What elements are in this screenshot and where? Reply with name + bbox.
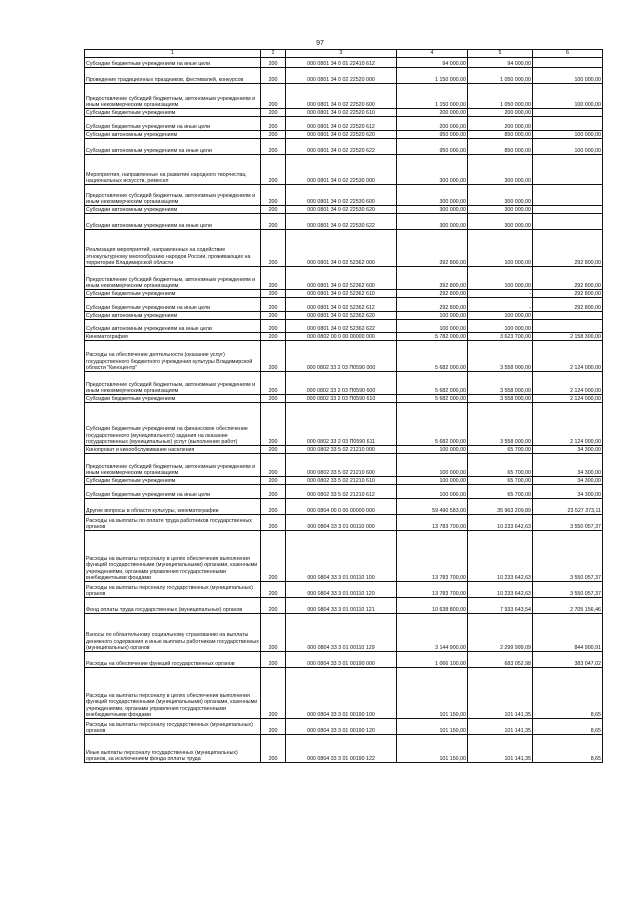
table-row	[85, 155, 603, 185]
row-value-4-cell: 10 638 800,00	[397, 598, 468, 614]
row-value-4-cell: 1 066 100,00	[397, 652, 468, 668]
row-grbs-cell: 200	[261, 320, 286, 333]
budget-table	[84, 49, 603, 763]
row-value-4-cell: 300 000,00	[397, 155, 468, 185]
row-value-5-cell: 100 000,00	[468, 267, 533, 290]
row-name-cell: Субсидии бюджетным учреждениям на иные цели	[85, 485, 261, 499]
row-grbs-cell: 200	[261, 531, 286, 582]
row-name-cell: Субсидии бюджетным учреждениям	[85, 395, 261, 403]
row-name-cell: Расходы на обеспечение деятельности (оказание услуг) государственного бюджетного учреждения культуры Владимирской области "Киноцентр"	[85, 341, 261, 372]
row-grbs-cell: 200	[261, 68, 286, 84]
row-name-cell: Проведение традиционных праздников, фестивалей, конкурсов	[85, 68, 261, 84]
row-name-cell: Субсидии автономным учреждениям на иные цели	[85, 320, 261, 333]
table-row	[85, 668, 603, 719]
row-value-5-cell: 10 233 642,63	[468, 582, 533, 598]
row-value-5-cell: 1 050 000,00	[468, 84, 533, 109]
table-row	[85, 395, 603, 403]
table-row	[85, 582, 603, 598]
row-value-6-cell: 2 124 000,00	[533, 341, 603, 372]
row-value-5-cell: 850 000,00	[468, 131, 533, 139]
row-value-5-cell: 65 700,00	[468, 454, 533, 477]
row-grbs-cell: 200	[261, 117, 286, 131]
table-row	[85, 598, 603, 614]
row-grbs-cell: 200	[261, 312, 286, 320]
row-value-5-cell: 10 233 642,63	[468, 531, 533, 582]
row-code-cell: 000 0804 33 3 01 00110 121	[286, 598, 397, 614]
row-value-5-cell: 100 000,00	[468, 320, 533, 333]
header-cell: 5	[468, 50, 533, 58]
row-grbs-cell: 200	[261, 131, 286, 139]
row-value-6-cell: 292 800,00	[533, 298, 603, 312]
row-value-6-cell: 2 124 000,00	[533, 372, 603, 395]
row-code-cell: 000 0801 34 0 02 22520 610	[286, 109, 397, 117]
row-value-6-cell	[533, 312, 603, 320]
header-cell: 1	[85, 50, 261, 58]
row-code-cell: 000 0801 34 0 02 22520 612	[286, 117, 397, 131]
table-row	[85, 614, 603, 652]
table-row	[85, 117, 603, 131]
row-grbs-cell: 200	[261, 477, 286, 485]
row-value-5-cell: 100 000,00	[468, 312, 533, 320]
row-name-cell: Расходы на обеспечение функций государственных органов	[85, 652, 261, 668]
row-value-5-cell: 2 299 999,09	[468, 614, 533, 652]
row-code-cell: 000 0804 33 3 01 00190 100	[286, 668, 397, 719]
row-name-cell: Субсидии автономным учреждениям	[85, 131, 261, 139]
row-value-4-cell: 200 000,00	[397, 109, 468, 117]
row-value-5-cell: 7 933 643,54	[468, 598, 533, 614]
row-grbs-cell: 200	[261, 446, 286, 454]
row-value-6-cell: 3 550 057,37	[533, 582, 603, 598]
row-value-4-cell: 100 000,00	[397, 312, 468, 320]
row-value-6-cell: 34 300,00	[533, 485, 603, 499]
header-cell: 6	[533, 50, 603, 58]
row-value-4-cell: 59 490 583,00	[397, 499, 468, 515]
row-value-6-cell: 383 047,02	[533, 652, 603, 668]
row-grbs-cell: 200	[261, 155, 286, 185]
row-value-4-cell: 94 000,00	[397, 58, 468, 68]
row-name-cell: Субсидии автономным учреждениям на иные цели	[85, 214, 261, 230]
row-code-cell: 000 0802 00 0 00 00000 000	[286, 333, 397, 341]
row-value-4-cell: 101 150,00	[397, 719, 468, 735]
header-cell: 2	[261, 50, 286, 58]
row-value-5-cell: 65 700,00	[468, 477, 533, 485]
table-row	[85, 214, 603, 230]
row-name-cell: Субсидии бюджетным учреждениям	[85, 290, 261, 298]
table-row	[85, 68, 603, 84]
table-row	[85, 109, 603, 117]
row-value-4-cell: 950 000,00	[397, 131, 468, 139]
page-number: 97	[316, 40, 324, 47]
row-value-5-cell: 300 000,00	[468, 185, 533, 206]
row-grbs-cell: 200	[261, 735, 286, 763]
table-row	[85, 320, 603, 333]
row-grbs-cell: 200	[261, 372, 286, 395]
table-row	[85, 230, 603, 267]
row-value-6-cell: 8,65	[533, 735, 603, 763]
table-row	[85, 403, 603, 446]
row-value-5-cell: 3 558 000,00	[468, 341, 533, 372]
row-name-cell: Предоставление субсидий бюджетным, автономным учреждениям и иным некоммерческим организациям	[85, 372, 261, 395]
row-name-cell: Субсидии автономным учреждениям на иные цели	[85, 139, 261, 155]
row-code-cell: 000 0801 34 0 02 52362 620	[286, 312, 397, 320]
row-value-6-cell	[533, 214, 603, 230]
row-grbs-cell: 200	[261, 454, 286, 477]
row-value-4-cell: 300 000,00	[397, 214, 468, 230]
row-value-5-cell: 101 141,35	[468, 668, 533, 719]
row-code-cell: 000 0802 33 5 02 21210 612	[286, 485, 397, 499]
row-value-4-cell: 13 783 700,00	[397, 531, 468, 582]
table-row	[85, 485, 603, 499]
row-code-cell: 000 0801 34 0 02 22520 622	[286, 139, 397, 155]
row-value-6-cell	[533, 155, 603, 185]
row-value-5-cell: 3 558 000,00	[468, 372, 533, 395]
row-value-4-cell: 200 000,00	[397, 117, 468, 131]
row-name-cell: Фонд оплаты труда государственных (муниципальных) органов	[85, 598, 261, 614]
row-name-cell: Субсидии бюджетным учреждениям на иные цели	[85, 298, 261, 312]
header-cell: 4	[397, 50, 468, 58]
row-value-6-cell	[533, 117, 603, 131]
row-value-5-cell: 300 000,00	[468, 155, 533, 185]
header-cell: 3	[286, 50, 397, 58]
row-value-6-cell: 844 900,91	[533, 614, 603, 652]
row-value-4-cell: 1 150 000,00	[397, 68, 468, 84]
row-value-6-cell	[533, 109, 603, 117]
row-name-cell: Расходы на выплаты по оплате труда работников государственных органов	[85, 515, 261, 531]
row-code-cell: 000 0801 34 0 02 22530 620	[286, 206, 397, 214]
row-value-4-cell: 101 150,00	[397, 735, 468, 763]
row-grbs-cell: 200	[261, 515, 286, 531]
row-code-cell: 000 0804 33 3 01 00110 000	[286, 515, 397, 531]
row-value-4-cell: 1 150 000,00	[397, 84, 468, 109]
table-row	[85, 131, 603, 139]
table-row	[85, 333, 603, 341]
row-code-cell: 000 0801 34 0 02 52362 622	[286, 320, 397, 333]
row-code-cell: 000 0801 34 0 02 52362 610	[286, 290, 397, 298]
row-code-cell: 000 0801 34 0 02 52362 600	[286, 267, 397, 290]
row-grbs-cell: 200	[261, 230, 286, 267]
row-code-cell: 000 0804 33 3 01 00110 120	[286, 582, 397, 598]
table-row	[85, 735, 603, 763]
row-code-cell: 000 0802 33 5 02 21210 610	[286, 477, 397, 485]
table-row	[85, 454, 603, 477]
row-value-4-cell: 5 682 000,00	[397, 395, 468, 403]
row-name-cell: Субсидии бюджетным учреждениям на иные цели	[85, 58, 261, 68]
row-value-5-cell: 300 000,00	[468, 214, 533, 230]
row-value-4-cell: 5 682 000,00	[397, 372, 468, 395]
row-code-cell: 000 0801 34 0 02 22530 622	[286, 214, 397, 230]
row-grbs-cell: 200	[261, 298, 286, 312]
row-value-6-cell: 3 550 057,37	[533, 515, 603, 531]
row-value-4-cell: 5 682 000,00	[397, 403, 468, 446]
row-grbs-cell: 200	[261, 582, 286, 598]
row-grbs-cell: 200	[261, 668, 286, 719]
row-grbs-cell: 200	[261, 333, 286, 341]
row-code-cell: 000 0802 33 5 02 21210 000	[286, 446, 397, 454]
row-value-5-cell: 1 050 000,00	[468, 68, 533, 84]
row-value-6-cell: 100 000,00	[533, 68, 603, 84]
row-grbs-cell: 200	[261, 267, 286, 290]
row-value-4-cell: 292 800,00	[397, 298, 468, 312]
table-row	[85, 515, 603, 531]
row-code-cell: 000 0802 33 2 03 П0590 610	[286, 395, 397, 403]
row-grbs-cell: 200	[261, 139, 286, 155]
row-code-cell: 000 0801 34 0 02 22530 600	[286, 185, 397, 206]
row-grbs-cell: 200	[261, 598, 286, 614]
row-value-6-cell: 100 000,00	[533, 84, 603, 109]
row-grbs-cell: 200	[261, 499, 286, 515]
row-code-cell: 000 0801 34 0 02 22520 000	[286, 68, 397, 84]
row-code-cell: 000 0804 00 0 00 00000 000	[286, 499, 397, 515]
row-value-4-cell: 101 150,00	[397, 668, 468, 719]
row-value-6-cell: 100 000,00	[533, 139, 603, 155]
table-row	[85, 267, 603, 290]
row-code-cell: 000 0804 33 3 01 00190 120	[286, 719, 397, 735]
table-row	[85, 298, 603, 312]
row-value-6-cell: 3 550 057,37	[533, 531, 603, 582]
row-value-5-cell: -	[468, 290, 533, 298]
table-row	[85, 312, 603, 320]
row-grbs-cell: 200	[261, 109, 286, 117]
row-value-6-cell: 100 000,00	[533, 131, 603, 139]
row-value-5-cell: 101 141,35	[468, 719, 533, 735]
row-value-6-cell	[533, 206, 603, 214]
table-row	[85, 341, 603, 372]
row-code-cell: 000 0804 33 3 01 00110 100	[286, 531, 397, 582]
row-value-5-cell: 101 141,35	[468, 735, 533, 763]
row-grbs-cell: 200	[261, 290, 286, 298]
row-value-5-cell: 94 000,00	[468, 58, 533, 68]
table-row	[85, 499, 603, 515]
row-grbs-cell: 200	[261, 652, 286, 668]
table-row	[85, 372, 603, 395]
row-grbs-cell: 200	[261, 185, 286, 206]
table-row	[85, 531, 603, 582]
row-code-cell: 000 0801 34 0 02 22520 620	[286, 131, 397, 139]
row-code-cell: 000 0802 33 2 03 П0590 600	[286, 372, 397, 395]
row-value-4-cell: 100 000,00	[397, 477, 468, 485]
row-name-cell: Мероприятия, направленные на развитие народного творчества, национальных искусств, ремесел	[85, 155, 261, 185]
row-code-cell: 000 0804 33 3 01 00190 000	[286, 652, 397, 668]
row-value-4-cell: 300 000,00	[397, 206, 468, 214]
row-value-4-cell: 392 800,00	[397, 267, 468, 290]
row-value-4-cell: 950 000,00	[397, 139, 468, 155]
row-value-6-cell	[533, 320, 603, 333]
row-code-cell: 000 0804 33 3 01 00190 122	[286, 735, 397, 763]
row-value-4-cell: 5 682 000,00	[397, 341, 468, 372]
row-grbs-cell: 200	[261, 58, 286, 68]
table-row	[85, 719, 603, 735]
row-value-4-cell: 100 000,00	[397, 485, 468, 499]
row-name-cell: Предоставление субсидий бюджетным, автономным учреждениям и иным некоммерческим организациям	[85, 84, 261, 109]
table-row	[85, 185, 603, 206]
row-value-6-cell	[533, 185, 603, 206]
row-code-cell: 000 0802 33 2 03 П0590 000	[286, 341, 397, 372]
row-name-cell: Предоставление субсидий бюджетным, автономным учреждениям и иным некоммерческим организациям	[85, 454, 261, 477]
row-name-cell: Расходы на выплаты персоналу в целях обеспечения выполнения функций государственными (муниципальными) органами, казенными учреждениями, органами управления государственными внебюджетными фондами	[85, 531, 261, 582]
row-value-5-cell: 65 700,00	[468, 485, 533, 499]
row-value-5-cell: 200 000,00	[468, 109, 533, 117]
row-name-cell: Расходы на выплаты персоналу в целях обеспечения выполнения функций государственными (муниципальными) органами, казенными учреждениями, органами управления государственными внебюджетными фондами	[85, 668, 261, 719]
row-value-5-cell: 850 000,00	[468, 139, 533, 155]
row-name-cell: Субсидии бюджетным учреждениям	[85, 109, 261, 117]
row-value-5-cell: 100 000,00	[468, 230, 533, 267]
row-grbs-cell: 200	[261, 395, 286, 403]
table-row	[85, 139, 603, 155]
row-value-4-cell: 5 782 000,00	[397, 333, 468, 341]
row-value-6-cell: 292 800,00	[533, 267, 603, 290]
row-name-cell: Субсидии бюджетным учреждениям на финансовое обеспечение государственного (муниципального) задания на оказание государственных (муниципальных) услуг (выполнение работ)	[85, 403, 261, 446]
row-value-6-cell: 2 124 000,00	[533, 395, 603, 403]
row-value-4-cell: 292 800,00	[397, 290, 468, 298]
row-value-6-cell: 34 300,00	[533, 477, 603, 485]
row-code-cell: 000 0801 34 0 02 22530 000	[286, 155, 397, 185]
row-value-6-cell: 8,65	[533, 668, 603, 719]
row-value-6-cell: 2 705 156,46	[533, 598, 603, 614]
row-name-cell: Кинематография	[85, 333, 261, 341]
row-name-cell: Кинопрокат и кинообслуживание населения	[85, 446, 261, 454]
row-value-4-cell: 100 000,00	[397, 454, 468, 477]
row-value-6-cell: 2 158 300,00	[533, 333, 603, 341]
row-code-cell: 000 0801 34 0 02 52362 612	[286, 298, 397, 312]
table-row	[85, 477, 603, 485]
row-value-5-cell: 3 623 700,00	[468, 333, 533, 341]
row-name-cell: Реализация мероприятий, направленных на содействие этнокультурному многообразию народов России, проживающих на территории Владимирской области	[85, 230, 261, 267]
table-row	[85, 84, 603, 109]
row-name-cell: Предоставление субсидий бюджетным, автономным учреждениям и иным некоммерческим организациям	[85, 267, 261, 290]
row-name-cell: Иные выплаты персоналу государственных (муниципальных) органов, за исключением фонда оплаты труда	[85, 735, 261, 763]
row-value-6-cell: 292 800,00	[533, 230, 603, 267]
row-name-cell: Предоставление субсидий бюджетным, автономным учреждениям и иным некоммерческим организациям	[85, 185, 261, 206]
row-value-4-cell: 300 000,00	[397, 185, 468, 206]
row-grbs-cell: 200	[261, 84, 286, 109]
row-name-cell: Субсидии бюджетным учреждениям на иные цели	[85, 117, 261, 131]
row-value-5-cell: 300 000,00	[468, 206, 533, 214]
row-value-5-cell: 200 000,00	[468, 117, 533, 131]
row-name-cell: Расходы на выплаты персоналу государственных (муниципальных) органов	[85, 582, 261, 598]
row-name-cell: Другие вопросы в области культуры, кинематографии	[85, 499, 261, 515]
row-grbs-cell: 200	[261, 341, 286, 372]
row-value-4-cell: 13 783 700,00	[397, 515, 468, 531]
row-name-cell: Расходы на выплаты персоналу государственных (муниципальных) органов	[85, 719, 261, 735]
row-grbs-cell: 200	[261, 485, 286, 499]
row-value-5-cell: 683 052,98	[468, 652, 533, 668]
row-code-cell: 000 0801 34 0 02 52362 000	[286, 230, 397, 267]
row-name-cell: Субсидии автономным учреждениям	[85, 206, 261, 214]
header-row	[85, 50, 603, 58]
row-value-6-cell: 292 800,00	[533, 290, 603, 298]
row-code-cell: 000 0801 34 0 01 22410 612	[286, 58, 397, 68]
row-value-4-cell: 100 000,00	[397, 446, 468, 454]
row-name-cell: Субсидии бюджетным учреждениям	[85, 477, 261, 485]
row-code-cell: 000 0804 33 3 01 00110 129	[286, 614, 397, 652]
row-grbs-cell: 200	[261, 403, 286, 446]
row-value-5-cell: 35 963 209,89	[468, 499, 533, 515]
row-value-4-cell: 100 000,00	[397, 320, 468, 333]
row-value-5-cell: 10 233 642,63	[468, 515, 533, 531]
row-name-cell: Взносы по обязательному социальному страхованию на выплаты денежного содержания и иные выплаты работникам государственных (муниципальных) органов	[85, 614, 261, 652]
row-grbs-cell: 200	[261, 206, 286, 214]
row-grbs-cell: 200	[261, 719, 286, 735]
row-code-cell: 000 0802 33 2 03 П0590 611	[286, 403, 397, 446]
table-row	[85, 652, 603, 668]
row-value-6-cell: 2 124 000,00	[533, 403, 603, 446]
row-value-6-cell: 23 527 373,11	[533, 499, 603, 515]
row-value-6-cell: 8,65	[533, 719, 603, 735]
row-value-6-cell	[533, 58, 603, 68]
row-value-4-cell: 392 800,00	[397, 230, 468, 267]
row-code-cell: 000 0801 34 0 02 22520 600	[286, 84, 397, 109]
table-row	[85, 446, 603, 454]
row-value-4-cell: 3 144 900,00	[397, 614, 468, 652]
row-value-5-cell: 3 558 000,00	[468, 395, 533, 403]
table-row	[85, 290, 603, 298]
row-value-5-cell: 3 558 000,00	[468, 403, 533, 446]
row-name-cell: Субсидии автономным учреждениям	[85, 312, 261, 320]
row-value-5-cell: -	[468, 298, 533, 312]
row-grbs-cell: 200	[261, 214, 286, 230]
row-grbs-cell: 200	[261, 614, 286, 652]
table-row	[85, 206, 603, 214]
row-value-5-cell: 65 700,00	[468, 446, 533, 454]
row-value-6-cell: 34 300,00	[533, 446, 603, 454]
row-value-6-cell: 34 300,00	[533, 454, 603, 477]
row-code-cell: 000 0802 33 5 02 21210 600	[286, 454, 397, 477]
row-value-4-cell: 13 783 700,00	[397, 582, 468, 598]
table-row	[85, 58, 603, 68]
